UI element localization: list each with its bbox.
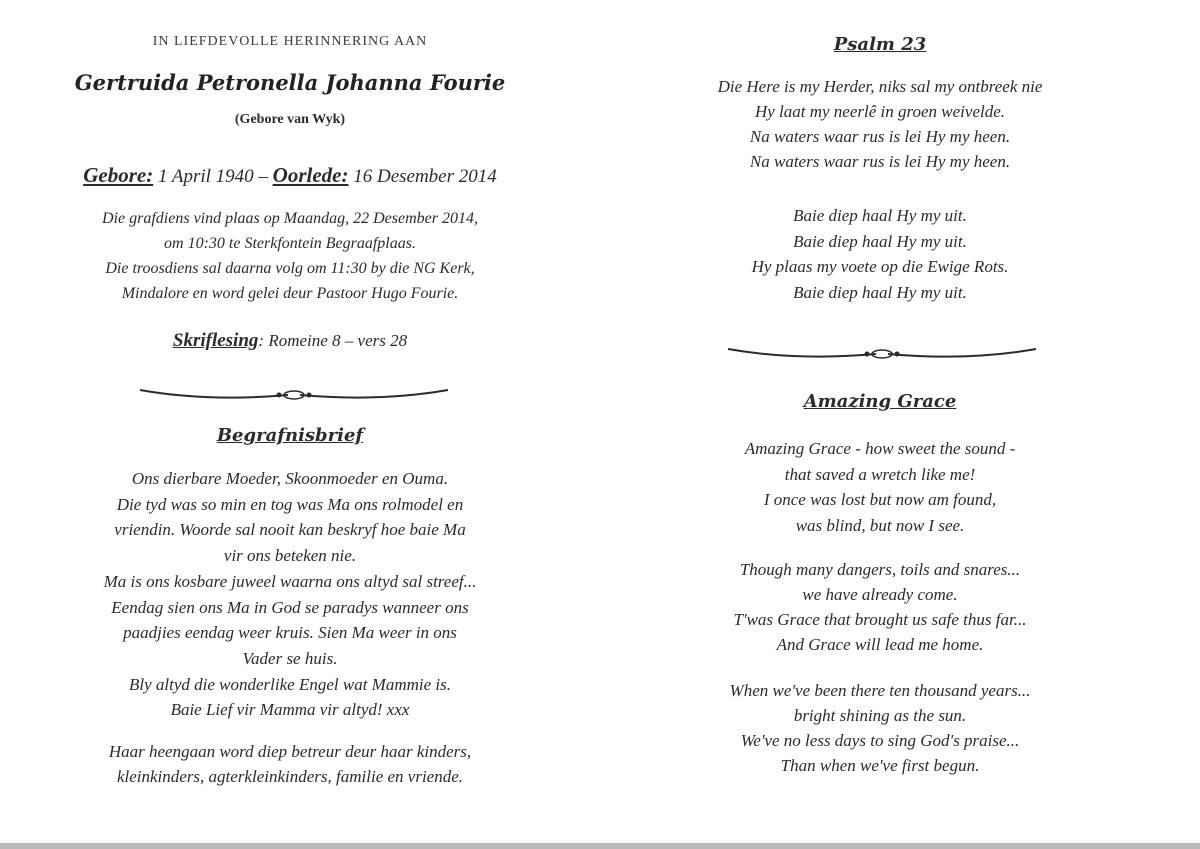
scan-bottom-edge xyxy=(0,843,1200,849)
verse-line: Hy plaas my voete op die Ewige Rots. xyxy=(751,257,1009,277)
verse-line: was blind, but now I see. xyxy=(795,515,965,535)
letter-line: paadjies eendag weer kruis. Sien Ma weer in ons xyxy=(123,623,457,643)
born-label: Gebore: xyxy=(83,163,154,187)
hymn-verse-3 xyxy=(630,678,1130,778)
verse-line: When we've been there ten thousand years... xyxy=(729,681,1031,700)
letter-line: Bly altyd die wonderlike Engel wat Mammie is. xyxy=(129,674,451,694)
letter-line: vriendin. Woorde sal nooit kan beskryf hoe baie Ma xyxy=(114,520,466,540)
service-line: Die grafdiens vind plaas op Maandag, 22 Desember 2014, xyxy=(102,210,478,227)
letter-line: Vader se huis. xyxy=(242,648,338,668)
psalm-verse-1 xyxy=(630,74,1130,174)
service-line: om 10:30 te Sterkfontein Begraafplaas. xyxy=(164,235,416,252)
verse-line: Die Here is my Herder, niks sal my ontbreek nie xyxy=(717,77,1043,96)
closing-line: kleinkinders, agterkleinkinders, familie en vriende. xyxy=(116,767,464,786)
died-label: Oorlede: xyxy=(272,163,349,187)
verse-line: that saved a wretch like me! xyxy=(784,464,976,484)
scripture-reading xyxy=(0,330,580,352)
reading-label: Skriflesing xyxy=(172,330,259,351)
maiden-name: (Gebore van Wyk) xyxy=(234,112,346,127)
hymn-verse-1 xyxy=(630,436,1130,538)
verse-line: bright shining as the sun. xyxy=(793,706,967,725)
service-line: Die troosdiens sal daarna volg om 11:30 by die NG Kerk, xyxy=(105,260,475,277)
verse-line: Hy laat my neerlê in groen weivelde. xyxy=(754,102,1006,121)
letter-line: Ma is ons kosbare juweel waarna ons altyd sal streef... xyxy=(103,571,477,591)
psalm-verse-2 xyxy=(630,203,1130,306)
verse-line: We've no less days to sing God's praise... xyxy=(740,731,1020,750)
service-line: Mindalore en word gelei deur Pastoor Hugo Fourie. xyxy=(121,285,459,302)
verse-line: Na waters waar rus is lei Hy my heen. xyxy=(749,127,1011,146)
letter-title: Begrafnisbrief xyxy=(216,425,364,446)
verse-line: Amazing Grace - how sweet the sound - xyxy=(744,439,1016,458)
flourish-divider-icon xyxy=(726,343,1038,365)
deceased-name: Gertruida Petronella Johanna Fourie xyxy=(74,70,506,95)
reading-text: : Romeine 8 – vers 28 xyxy=(258,331,408,350)
verse-line: Baie diep haal Hy my uit. xyxy=(793,283,967,303)
verse-line: we have already come. xyxy=(802,585,958,604)
verse-line: Na waters waar rus is lei Hy my heen. xyxy=(749,152,1011,171)
born-date: 1 April 1940 – xyxy=(157,166,268,187)
hymn-title: Amazing Grace xyxy=(803,391,957,412)
service-details xyxy=(0,206,580,306)
verse-line: Though many dangers, toils and snares... xyxy=(739,560,1021,579)
verse-line: T'was Grace that brought us safe thus far... xyxy=(733,610,1027,629)
letter-line: Baie Lief vir Mamma vir altyd! xxx xyxy=(170,700,410,720)
verse-line: I once was lost but now am found, xyxy=(763,490,997,509)
verse-line: Baie diep haal Hy my uit. xyxy=(793,231,967,251)
flourish-divider-icon xyxy=(138,384,450,406)
verse-line: And Grace will lead me home. xyxy=(776,635,984,654)
psalm-title: Psalm 23 xyxy=(833,34,927,55)
closing-line: Haar heengaan word diep betreur deur haar kinders, xyxy=(108,742,472,761)
died-date: 16 Desember 2014 xyxy=(353,166,497,187)
hymn-verse-2 xyxy=(630,557,1130,657)
funeral-letter xyxy=(0,466,580,723)
letter-line: Die tyd was so min en tog was Ma ons rolmodel en xyxy=(116,494,464,514)
memorial-heading: IN LIEFDEVOLLE HERINNERING AAN xyxy=(152,34,428,49)
life-dates xyxy=(0,163,580,188)
verse-line: Than when we've first begun. xyxy=(780,756,980,775)
letter-line: vir ons beteken nie. xyxy=(223,546,357,566)
verse-line: Baie diep haal Hy my uit. xyxy=(793,206,967,225)
closing-note xyxy=(0,739,580,789)
letter-line: Eendag sien ons Ma in God se paradys wanneer ons xyxy=(111,597,469,617)
letter-line: Ons dierbare Moeder, Skoonmoeder en Ouma. xyxy=(131,469,449,488)
